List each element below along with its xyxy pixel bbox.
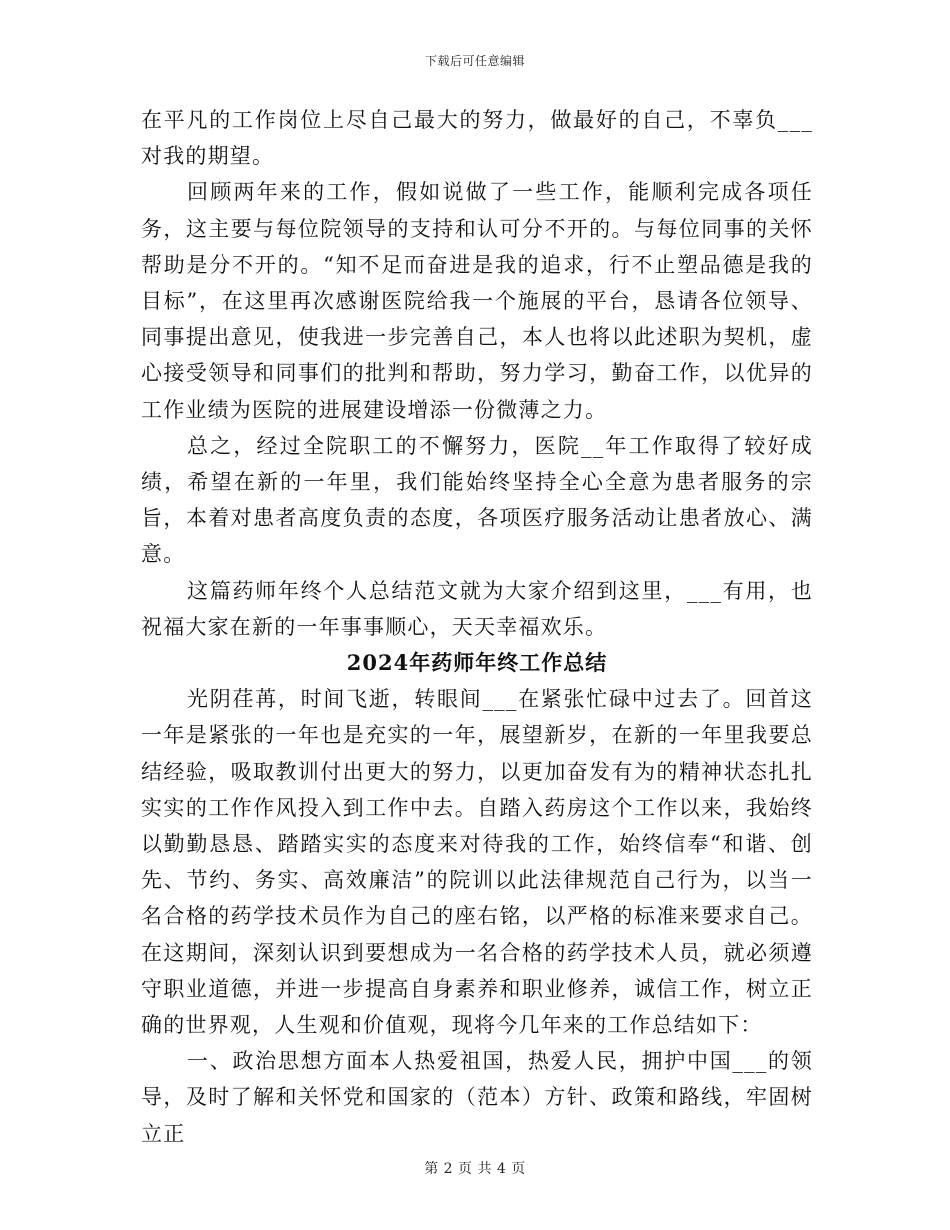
paragraph-closing: 这篇药师年终个人总结范文就为大家介绍到这里，___有用，也祝福大家在新的一年事事顺心，天天幸福欢乐。 xyxy=(141,578,813,639)
paragraph-political: 一、政治思想方面本人热爱祖国，热爱人民，拥护中国___的领导，及时了解和关怀党和国家的（范本）方针、政策和路线，牢固树立正 xyxy=(141,1049,813,1146)
document-body xyxy=(141,102,813,1152)
page-header: 下载后可任意编辑 xyxy=(424,54,525,68)
paragraph-intro: 光阴荏苒，时间飞逝，转眼间___在紧张忙碌中过去了。回首这一年是紧张的一年也是充实的一年，展望新岁，在新的一年里我要总结经验，吸取教训付出更大的努力，以更加奋发有为的精神状态扎扎实实的工作作风投入到工作中去。自踏入药房这个工作以来，我始终以勤勤恳恳、踏踏实实的态度来对待我的工作，始终信奉“和谐、创先、节约、务实、高效廉洁”的院训以此法律规范自己行为，以当一名合格的药学技术员作为自己的座右铭，以严格的标准来要求自己。在这期间，深刻认识到要想成为一名合格的药学技术人员，就必须遵守职业道德，并进一步提高自身素养和职业修养，诚信工作，树立正确的世界观，人生观和价值观，现将今几年来的工作总结如下： xyxy=(141,687,813,1038)
paragraph-conclusion: 总之，经过全院职工的不懈努力，医院__年工作取得了较好成绩，希望在新的一年里，我们能始终坚持全心全意为患者服务的宗旨，本着对患者高度负责的态度，各项医疗服务活动让患者放心、满意。 xyxy=(141,433,813,567)
paragraph-continuation: 在平凡的工作岗位上尽自己最大的努力，做最好的自己，不辜负___对我的期望。 xyxy=(141,108,813,169)
page-footer: 第 2 页 共 4 页 xyxy=(424,1161,526,1177)
paragraph-review: 回顾两年来的工作，假如说做了一些工作，能顺利完成各项任务，这主要与每位院领导的支持和认可分不开的。与每位同事的关怀帮助是分不开的。“知不足而奋进是我的追求，行不止塑品德是我的目标”，在这里再次感谢医院给我一个施展的平台，恳请各位领导、同事提出意见，使我进一步完善自己，本人也将以此述职为契机，虚心接受领导和同事们的批判和帮助，努力学习，勤奋工作，以优异的工作业绩为医院的进展建设增添一份微薄之力。 xyxy=(141,180,813,422)
section-title: 2024年药师年终工作总结 xyxy=(346,650,608,676)
